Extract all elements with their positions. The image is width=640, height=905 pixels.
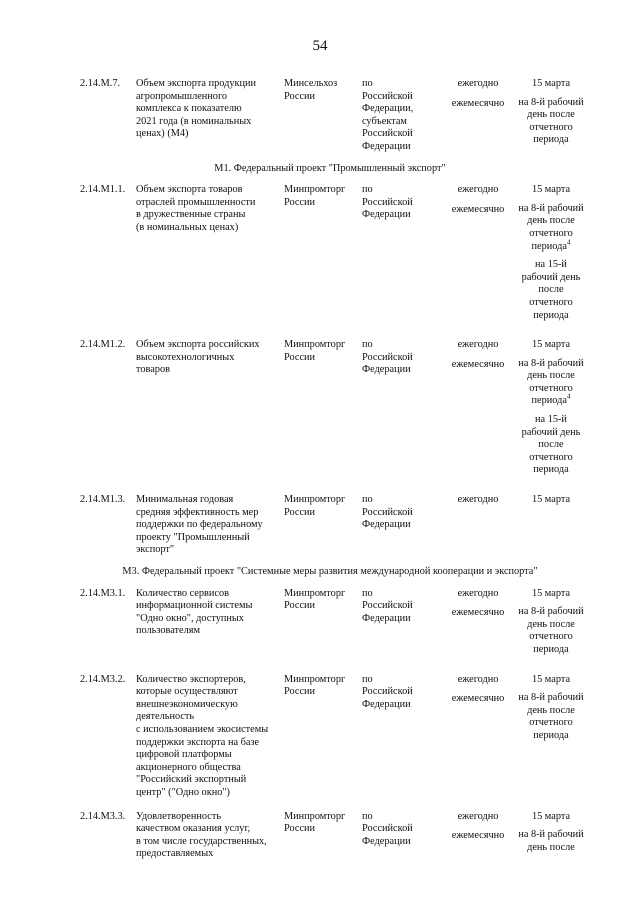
deadline-line: день после	[527, 109, 575, 121]
organization-line: Минпромторг	[284, 494, 346, 506]
deadline-item	[514, 78, 588, 91]
deadline-line: периода	[533, 309, 569, 321]
indicator-name-line: поддержки экспорта на базе	[136, 736, 260, 748]
frequency-item: ежемесячно	[451, 607, 505, 619]
indicator-name-line: Удовлетворенность	[136, 810, 222, 822]
territory-line: по	[362, 78, 373, 89]
frequency	[442, 184, 514, 328]
deadline-item	[514, 811, 588, 824]
deadline-line: отчетного	[529, 296, 573, 308]
indicator-name-line: внешнеэкономическую	[136, 698, 238, 710]
indicator-name-line: деятельность	[136, 711, 195, 723]
frequency-item: ежегодно	[457, 78, 499, 89]
table-row	[80, 673, 584, 800]
deadline-line: день после	[527, 370, 575, 382]
deadline	[514, 588, 588, 663]
organization-line: России	[284, 823, 316, 835]
frequency-item: ежегодно	[457, 494, 499, 506]
indicator-name-line: отраслей промышленности	[136, 196, 256, 208]
deadline-line: периода	[533, 134, 569, 146]
deadline-line: периода	[533, 643, 569, 655]
deadline-line: отчетного	[529, 227, 573, 239]
indicator-name-line: проекту "Промышленный	[136, 531, 250, 543]
indicator-code: 2.14.М1.2.	[80, 339, 126, 351]
indicator-name-line: (в номинальных ценах)	[136, 221, 239, 233]
table-row	[80, 494, 580, 557]
responsible-organization	[280, 184, 358, 328]
indicator-name	[132, 78, 280, 154]
page-number: 54	[312, 38, 328, 54]
indicator-name-line: средняя эффективность мер	[136, 506, 259, 518]
section-title: М1. Федеральный проект "Промышленный экспорт"	[214, 162, 446, 174]
organization-line: Минсельхоз	[284, 78, 338, 89]
deadline-item	[514, 829, 588, 854]
indicator-name-line: агропромышленного	[136, 90, 228, 102]
indicator-name-line: высокотехнологичных	[136, 351, 235, 363]
deadline-line: отчетного	[529, 121, 573, 133]
territory-line: Российской	[362, 506, 413, 518]
indicator-name	[132, 811, 280, 861]
deadline-line: день после	[527, 215, 575, 227]
indicator-name-line: "Одно окно", доступных	[136, 612, 244, 624]
territory-line: по	[362, 587, 373, 599]
territory-line: Федерации	[362, 140, 411, 152]
territory-line: Федерации	[362, 835, 411, 847]
frequency-item: ежегодно	[457, 184, 499, 196]
deadline-line: отчетного	[529, 451, 573, 463]
territory-line: по	[362, 494, 373, 506]
frequency-item: ежегодно	[457, 587, 499, 599]
deadline-line: периода	[533, 729, 569, 741]
indicator-name-line: предоставляемых	[136, 848, 214, 860]
indicator-code: 2.14.М.7.	[80, 78, 121, 89]
frequency-item: ежегодно	[457, 673, 499, 685]
territory-line: по	[362, 810, 373, 822]
frequency-item: ежемесячно	[451, 693, 505, 705]
organization-line: России	[284, 600, 316, 612]
frequency	[442, 339, 514, 483]
deadline	[514, 674, 588, 800]
indicator-name-line: в том числе государственных,	[136, 835, 267, 847]
indicator-code: 2.14.М3.2.	[80, 673, 126, 685]
indicator-name-line: экспорт"	[136, 544, 175, 556]
deadline-line: 15 марта	[531, 339, 571, 351]
territory-line: Российской	[362, 600, 413, 612]
territory-line: Федерации	[362, 612, 411, 624]
indicator-name	[132, 339, 280, 483]
deadline-line: на 8-й рабочий	[518, 692, 584, 704]
deadline-line: 15 марта	[531, 184, 571, 196]
organization-line: Минпромторг	[284, 184, 346, 196]
deadline-line: 15 марта	[531, 673, 571, 685]
deadline	[514, 811, 588, 861]
frequency-item: ежемесячно	[451, 203, 505, 215]
deadline-item	[514, 674, 588, 687]
indicator-name-line: Количество экспортеров,	[136, 673, 246, 685]
deadline-item	[514, 259, 588, 322]
territory-level	[358, 588, 442, 663]
responsible-organization	[280, 588, 358, 663]
organization-line: Минпромторг	[284, 810, 346, 822]
table-row	[80, 810, 584, 861]
deadline-line: на 15-й	[535, 414, 567, 426]
frequency	[442, 674, 514, 800]
frequency-item: ежемесячно	[451, 358, 505, 370]
deadline-line: на 8-й рабочий	[518, 96, 584, 108]
deadline-line: после	[538, 284, 564, 296]
deadline-line: день после	[527, 618, 575, 630]
territory-line: Российской	[362, 823, 413, 835]
indicator-name	[132, 674, 280, 800]
deadline-line: 15 марта	[531, 810, 571, 822]
deadline-item	[514, 339, 588, 352]
frequency	[442, 588, 514, 663]
deadline-line: после	[538, 439, 564, 451]
territory-line: Российской	[362, 686, 413, 698]
organization-line: России	[284, 90, 316, 102]
organization-line: Минпромторг	[284, 339, 346, 351]
organization-line: Минпромторг	[284, 587, 346, 599]
indicator-name-line: Объем экспорта товаров	[136, 184, 243, 196]
deadline-item	[514, 97, 588, 147]
indicator-name-line: информационной системы	[136, 600, 253, 612]
indicator-name-line: поддержки по федеральному	[136, 519, 263, 531]
deadline-item	[514, 358, 588, 408]
territory-line: Федерации	[362, 364, 411, 376]
deadline-item	[514, 203, 588, 253]
deadline-line: на 8-й рабочий	[518, 357, 584, 369]
indicator-table	[80, 78, 584, 872]
deadline-line: на 8-й рабочий	[518, 202, 584, 214]
organization-line: России	[284, 506, 316, 518]
deadline-item	[514, 588, 588, 601]
deadline-line: периода	[533, 464, 569, 476]
indicator-name-line: ценах) (М4)	[136, 128, 189, 140]
indicator-name-line: акционерного общества	[136, 761, 241, 773]
table-row	[80, 78, 584, 154]
table-row	[80, 587, 584, 663]
organization-line: Минпромторг	[284, 673, 346, 685]
indicator-name-line: в дружественные страны	[136, 209, 246, 221]
indicator-name-line: качеством оказания услуг,	[136, 823, 251, 835]
organization-line: России	[284, 686, 316, 698]
deadline-line: периода$^4$	[531, 393, 571, 407]
table-row	[80, 184, 584, 328]
deadline	[514, 78, 588, 154]
table-row	[80, 339, 584, 483]
deadline-line: рабочий день	[521, 426, 581, 438]
territory-level	[358, 811, 442, 861]
territory-level	[358, 184, 442, 328]
section-title: М3. Федеральный проект "Системные меры развития международной кооперации и экспорта"	[122, 566, 538, 577]
deadline-line: на 8-й рабочий	[518, 829, 584, 841]
deadline-line: рабочий день	[521, 271, 581, 283]
deadline-line: 15 марта	[531, 78, 571, 89]
territory-line: субъектам	[362, 115, 407, 127]
territory-line: Российской	[362, 128, 413, 140]
indicator-code: 2.14.М3.1.	[80, 587, 126, 599]
deadline-line: на 15-й	[535, 259, 567, 271]
responsible-organization	[280, 78, 358, 154]
territory-level	[358, 339, 442, 483]
deadline-item	[514, 184, 588, 197]
deadline	[514, 494, 588, 557]
frequency-item: ежемесячно	[451, 97, 505, 109]
indicator-name	[132, 588, 280, 663]
territory-line: Федерации	[362, 209, 411, 221]
indicator-name-line: которые осуществляют	[136, 686, 238, 698]
deadline	[514, 339, 588, 483]
territory-line: Федерации	[362, 698, 411, 710]
indicator-name-line: цифровой платформы	[136, 749, 232, 761]
indicator-code: 2.14.М1.3.	[80, 494, 126, 506]
territory-line: по	[362, 339, 373, 351]
deadline	[514, 184, 588, 328]
organization-line: России	[284, 351, 316, 363]
deadline-line: отчетного	[529, 631, 573, 643]
responsible-organization	[280, 339, 358, 483]
frequency	[442, 78, 514, 154]
frequency	[442, 811, 514, 861]
territory-line: Федерации	[362, 519, 411, 531]
indicator-code: 2.14.М3.3.	[80, 810, 126, 822]
deadline-line: день после	[527, 841, 575, 853]
territory-level	[358, 78, 442, 154]
territory-line: Российской	[362, 90, 413, 102]
territory-level	[358, 494, 442, 557]
indicator-name	[132, 494, 280, 557]
indicator-name-line: Объем экспорта продукции	[136, 78, 257, 89]
organization-line: России	[284, 196, 316, 208]
indicator-name-line: с использованием экосистемы	[136, 723, 269, 735]
indicator-name	[132, 184, 280, 328]
indicator-name-line: Количество сервисов	[136, 587, 229, 599]
indicator-name-line: Минимальная годовая	[136, 494, 234, 506]
deadline-item	[514, 414, 588, 477]
indicator-name-line: Объем экспорта российских	[136, 339, 260, 351]
deadline-line: отчетного	[529, 382, 573, 394]
deadline-line: периода$^4$	[531, 238, 571, 252]
deadline-line: день после	[527, 704, 575, 716]
indicator-name-line: 2021 года (в номинальных	[136, 115, 252, 127]
responsible-organization	[280, 494, 358, 557]
footnote-marker: 4	[566, 238, 571, 247]
frequency-item: ежемесячно	[451, 830, 505, 842]
frequency-item: ежегодно	[457, 810, 499, 822]
indicator-name-line: комплекса к показателю	[136, 103, 242, 115]
indicator-code: 2.14.М1.1.	[80, 184, 126, 196]
indicator-name-line: пользователям	[136, 625, 201, 637]
responsible-organization	[280, 811, 358, 861]
territory-line: Федерации,	[362, 103, 414, 115]
deadline-line: на 8-й рабочий	[518, 606, 584, 618]
territory-line: по	[362, 673, 373, 685]
deadline-item	[514, 606, 588, 656]
deadline-line: 15 марта	[531, 587, 571, 599]
deadline-item	[514, 494, 588, 507]
territory-line: Российской	[362, 351, 413, 363]
footnote-marker: 4	[566, 393, 571, 402]
deadline-item	[514, 692, 588, 742]
territory-level	[358, 674, 442, 800]
indicator-name-line: товаров	[136, 364, 170, 376]
responsible-organization	[280, 674, 358, 800]
indicator-name-line: "Российский экспортный	[136, 774, 247, 786]
territory-line: Российской	[362, 196, 413, 208]
indicator-name-line: центр" ("Одно окно")	[136, 786, 230, 798]
territory-line: по	[362, 184, 373, 196]
deadline-line: отчетного	[529, 717, 573, 729]
deadline-line: 15 марта	[531, 494, 571, 506]
frequency-item: ежегодно	[457, 339, 499, 351]
frequency	[442, 494, 514, 557]
